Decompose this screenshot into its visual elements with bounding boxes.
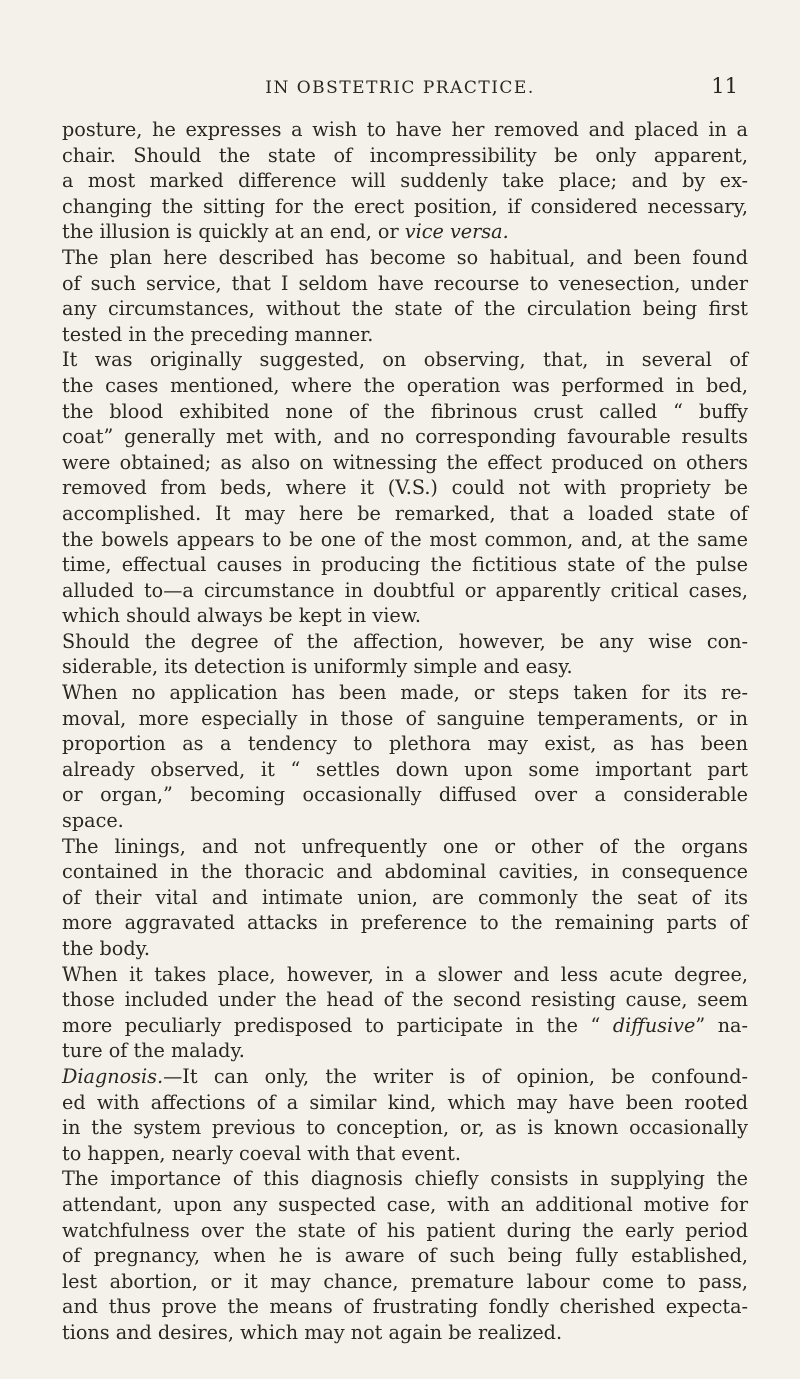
text-segment: the body. <box>62 937 151 960</box>
text-line <box>62 1269 748 1295</box>
body-text <box>62 117 748 1346</box>
text-line <box>62 245 748 271</box>
text-segment: the blood exhibited none of the fibrinous crust called “ buffy <box>62 399 748 423</box>
text-segment: lest abortion, or it may chance, premature labour come to pass, <box>62 1269 748 1293</box>
text-segment: accomplished. It may here be remarked, that a loaded state of <box>62 501 748 525</box>
text-line <box>62 680 748 706</box>
text-line <box>62 578 748 604</box>
text-line <box>62 603 748 629</box>
text-segment: the cases mentioned, where the operation was performed in bed, <box>62 373 748 397</box>
italic-text: Diagnosis. <box>62 1064 164 1088</box>
text-line <box>62 987 748 1013</box>
text-line <box>62 910 748 936</box>
text-line <box>62 731 748 757</box>
text-line <box>62 168 748 194</box>
text-line <box>62 629 748 655</box>
text-segment: tested in the preceding manner. <box>62 322 374 346</box>
text-line <box>62 399 748 425</box>
text-line <box>62 1090 748 1116</box>
text-segment: chair. Should the state of incompressibility be only apparent, <box>62 143 748 167</box>
text-segment: alluded to—a circumstance in doubtful or apparently critical cases, <box>62 578 748 602</box>
text-segment: more aggravated attacks in preference to the remaining parts of <box>62 911 748 935</box>
text-line <box>62 271 748 297</box>
text-line <box>62 219 748 245</box>
text-line <box>62 757 748 783</box>
italic-text: diffusive <box>612 1013 696 1037</box>
text-segment: a most marked difference will suddenly take place; and by ex- <box>62 169 748 193</box>
text-segment: space. <box>62 809 124 833</box>
text-segment: removed from beds, where it (V.S.) could not with propriety be <box>62 476 748 500</box>
text-line <box>62 1141 748 1167</box>
text-segment: —It can only, the writer is of opinion, be confound- <box>163 1064 748 1088</box>
running-head: IN OBSTETRIC PRACTICE. <box>265 78 535 98</box>
text-line <box>62 1166 748 1192</box>
text-segment: Should the degree of the affection, however, be any wise con- <box>62 629 748 653</box>
text-segment: any circumstances, without the state of the circulation being first <box>62 297 748 321</box>
text-segment: moval, more especially in those of sanguine temperaments, or in <box>62 706 748 730</box>
text-line <box>62 808 748 834</box>
text-segment: which should always be kept in view. <box>62 604 421 628</box>
text-segment: The importance of this diagnosis chiefly consists in supplying the <box>62 1167 748 1191</box>
text-line <box>62 527 748 553</box>
text-line <box>62 834 748 860</box>
text-segment: ” na- <box>695 1013 748 1037</box>
italic-text: vice versa. <box>404 220 509 244</box>
text-segment: attendant, upon any suspected case, with an additional motive for <box>62 1192 748 1216</box>
text-line <box>62 1064 748 1090</box>
page-header <box>0 74 800 104</box>
text-line <box>62 1320 748 1346</box>
text-segment: posture, he expresses a wish to have her removed and placed in a <box>62 118 748 141</box>
text-line <box>62 1013 748 1039</box>
text-segment: the bowels appears to be one of the most common, and, at the same <box>62 527 748 551</box>
text-segment: proportion as a tendency to plethora may exist, as has been <box>62 732 748 756</box>
text-line <box>62 1243 748 1269</box>
text-segment: ture of the malady. <box>62 1039 245 1063</box>
text-line <box>62 962 748 988</box>
text-line <box>62 501 748 527</box>
text-segment: or organ,” becoming occasionally diffused over a considerable <box>62 783 748 807</box>
text-line <box>62 143 748 169</box>
text-segment: and thus prove the means of frustrating fondly cherished expecta- <box>62 1295 748 1319</box>
text-line <box>62 1192 748 1218</box>
text-line <box>62 782 748 808</box>
text-segment: were obtained; as also on witnessing the effect produced on others <box>62 450 748 474</box>
text-line <box>62 936 748 962</box>
text-segment: It was originally suggested, on observing, that, in several of <box>62 348 748 372</box>
text-segment: coat” generally met with, and no corresponding favourable results <box>62 425 748 449</box>
text-line <box>62 1115 748 1141</box>
page-number: 11 <box>711 74 738 98</box>
text-line <box>62 117 748 143</box>
text-line <box>62 373 748 399</box>
text-segment: watchfulness over the state of his patient during the early period <box>62 1218 748 1242</box>
text-line <box>62 194 748 220</box>
text-line <box>62 322 748 348</box>
text-line <box>62 475 748 501</box>
text-segment: of such service, that I seldom have recourse to venesection, under <box>62 271 748 295</box>
text-line <box>62 1294 748 1320</box>
text-line <box>62 450 748 476</box>
text-segment: contained in the thoracic and abdominal cavities, in consequence <box>62 860 748 884</box>
text-line <box>62 654 748 680</box>
text-segment: changing the sitting for the erect position, if considered necessary, <box>62 194 748 218</box>
text-segment: siderable, its detection is uniformly simple and easy. <box>62 655 573 679</box>
text-line <box>62 706 748 732</box>
text-segment: ed with affections of a similar kind, which may have been rooted <box>62 1090 748 1114</box>
text-segment: to happen, nearly coeval with that event. <box>62 1141 461 1165</box>
text-segment: time, effectual causes in producing the fictitious state of the pulse <box>62 553 748 577</box>
text-segment: those included under the head of the second resisting cause, seem <box>62 988 748 1012</box>
text-segment: in the system previous to conception, or, as is known occasionally <box>62 1116 748 1140</box>
text-segment: more peculiarly predisposed to participate in the “ <box>62 1013 613 1037</box>
text-segment: When no application has been made, or steps taken for its re- <box>62 681 748 705</box>
text-line <box>62 552 748 578</box>
text-line <box>62 1218 748 1244</box>
text-line <box>62 296 748 322</box>
text-line <box>62 347 748 373</box>
text-segment: already observed, it “ settles down upon some important part <box>62 757 748 781</box>
text-segment: When it takes place, however, in a slower and less acute degree, <box>62 962 748 986</box>
text-line <box>62 859 748 885</box>
text-segment: The linings, and not unfrequently one or other of the organs <box>62 834 748 858</box>
text-segment: the illusion is quickly at an end, or <box>62 220 405 244</box>
text-line <box>62 885 748 911</box>
text-segment: tions and desires, which may not again be realized. <box>62 1320 563 1344</box>
text-line <box>62 1038 748 1064</box>
text-segment: of their vital and intimate union, are commonly the seat of its <box>62 885 748 909</box>
text-segment: The plan here described has become so habitual, and been found <box>62 245 748 269</box>
text-segment: of pregnancy, when he is aware of such being fully established, <box>62 1244 748 1268</box>
text-line <box>62 424 748 450</box>
